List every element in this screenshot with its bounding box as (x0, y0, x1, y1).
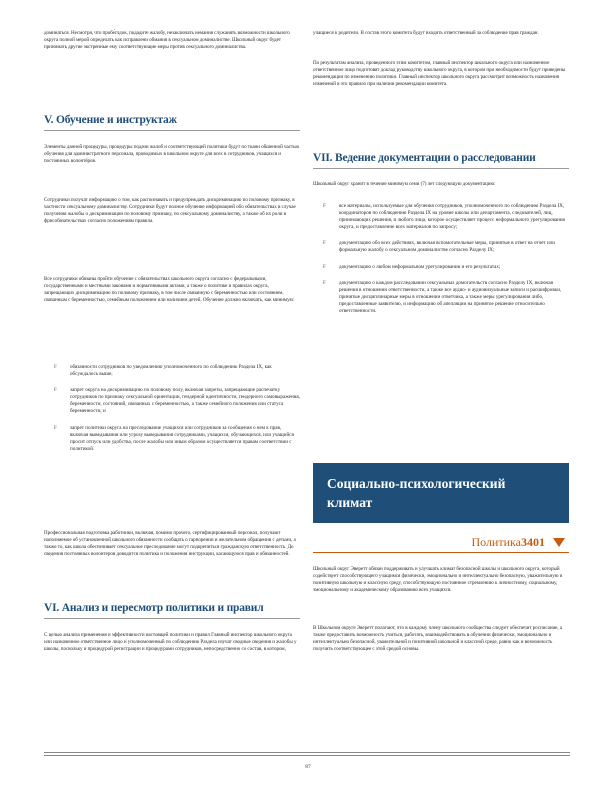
page-number: 87 (305, 764, 311, 770)
section-5-para-4: Профессиональная подготовка работники, включая, помимо прочего, сертифицированный персонал, получают наполняемое об установленной школьного обязанности сообщать о гарпорении и желательном обращении с детьми, а также то, как школа обеспечивает сексуальное преследование могут подкрепиться гражданскую ответственность. До сведения постоянных волонтеров доводится политика и положения инструкции, касающуюся прав и обязанностей. (44, 530, 296, 558)
footer-rule (44, 752, 570, 753)
bullet-item: F документацию о каждом расследовании сексуальных домогательств согласно Разделу IX, включая решения в отношении ответственности, а также все аудио- и аудиовизуальные записи и расшифровки, принятые дисциплинарные меры в отношении ответчика, а также меры урегулирования либо, предоставленные заявителю, и информацию об апелляции на принятое решение относительно ответственности. (323, 279, 562, 315)
section-5-para-2: Сотрудники получат информацию о том, как распознавать и предупреждать дискриминацию по половому признаку, в частности сексуальному доминалиству. Сотрудники будут полное обучение информацией обо обязательствах в случае получения жалобы о дискриминации по половому признаку, по сексуальному доминалиству, а также об их роли в фрисобязательствах согласно положениям правила. (44, 197, 296, 225)
policy-label: Политика3401 (471, 535, 545, 549)
policy-number: 3401 (521, 535, 545, 549)
section-7-intro: Школьный округ хранит в течение минимум семи (7) лет следующую документацию: (313, 181, 496, 187)
section-5-rule (44, 130, 300, 131)
section-7-bullet-list (313, 203, 569, 324)
section-6-heading: VI. Анализ и пересмотр политики и правил (44, 602, 264, 614)
bullet-item: F документацию о любом неформальном урегулировании и его результатах; (323, 263, 501, 270)
climate-para-1: Школьный округ Эверетт обязан поддерживать и улучшать климат безопасной школы и школьного округа, который содействует способствующего учащимся физически, эмоционально и интеллектуально безопасную, уважительную и позитивную школьную и классную среду, способствующую постоянное стремлению к личностному, социальному, эмоциональному и академическому образованию всех учащихся. (313, 566, 563, 594)
bullet-icon: F (323, 204, 326, 209)
bullet-icon: F (54, 388, 57, 394)
bullet-item: F обязанности сотрудников по уведомлению уполномоченного по соблюдению Раздела IX, как обсуждалось выше; (54, 364, 272, 378)
bullet-icon: F (323, 280, 326, 286)
bullet-item: F запрет округа на дискриминацию по половому полу, включая запреты, запрещающие распечатку сотрудников по признаку сексуальной ориентации, гендерной идентичности, гендерного самовыражения, беременности, состояний, связанных с беременностью, а также семейного положения или статуса беременности, и (54, 387, 301, 415)
intro-text: доминаться. Несмотря, что пробе́глдок, подадите жалобу, незаключать немания служанять возможности школьного округа полной мерой определать как исправлени обмания в сексуальном доминалистве. Школьный округ будет принимать другие экстренные ему соответствующие меры против сексуального доминалиства. (44, 30, 290, 51)
section-5-bullet-list (44, 364, 300, 462)
section-6-para-1: С целью анализа применения и эффективности настоящей политики и правил Главный инспектор школьного округа или назначенное ответственное лицо и уполномоченный по соблюдению Раздела изучат сводные сведения и жалобы у школы, поскольку и процедурой регистрации и процедурами сотрудников, непосредственно со состав, в котором, (44, 632, 297, 653)
climate-banner (313, 463, 569, 523)
bullet-icon: F (323, 264, 326, 270)
bullet-item: F документацию обо всех действиях, включая вспомогательные меры, принятые в ответ на отчет или формальную жалобу о сексуальном доминалистве согласно Разделу IX; (323, 240, 555, 254)
section-5-heading: V. Обучение и инструктаж (44, 114, 177, 126)
section-7-heading: VII. Ведение документации о расследовании (313, 152, 536, 164)
bullet-icon: F (54, 425, 57, 431)
intro-paragraph (44, 30, 300, 51)
bullet-item: F запрет политики округа на преследование учащихся или сотрудников за сообщения о нем к прав, включая выведывания или угрозу выведывания сотрудниками, учащихся, обучающихся, или учащийся просит отпуск или удобства, после жалобы или иным образом осуществляется правам соответствии с политикой. (54, 424, 294, 452)
bullet-icon: F (54, 365, 57, 370)
footer-rule-2 (44, 755, 570, 756)
section-5-para-1: Элементы данной процедуры, процедуры подачи жалоб и соответствующей политики будут по ткани обшенной частью обучения для администратного персонала, проводимых в школьном округе для всех в сотрудников, учащихся и постоянных волонтёров. (44, 144, 300, 165)
banner-title-line-1: Социально-психологический (327, 476, 506, 491)
right-top-paragraph: учащиеся к родители. В состав этого комитета будут входить ответственный за соблюдение прав граждан. (313, 30, 539, 36)
policy-rule (313, 552, 569, 553)
bullet-icon: F (323, 241, 326, 247)
section-7-rule (313, 168, 569, 169)
banner-title-line-2: климат (327, 495, 373, 510)
bullet-item: F все материалы, используемые для обучения сотрудников, уполномоченного по соблюдению Раздела IX, координаторов по соблюдению Раздела IX на уровне школы или департамента, следователей, лиц, принимающих решения, и любого лица, которое осуществляет процесс неформального урегулирования округа, и предоставление всех материалов по запросу; (323, 203, 565, 231)
triangle-down-icon (553, 538, 565, 547)
right-top-paragraph-2: По результатам анализа, проведенного этим комитетом, главный инспектор школьного округа или назначенное ответственное лицо подготовят доклад руководству школьного округа, в котором при необходимости будут приведены рекомендации по изменению политики. Главный инспектор школьного округа рассмотрит возможность назначения изменений в это правило при наличии рекомендации комитета. (313, 60, 566, 88)
climate-para-2: В Школьном округе Эверетт полагают, что в каждому члену школьного сообщества следует обеспечит росписание, а также предоставить возможность учиться, работать, взаимодействовать в обучении физически, эмоционально и интеллектуально безопасной, уважительной и позитивной школьной и классной среде, равно как и возможность получить соответствующее с этой средой основы. (313, 625, 563, 653)
section-5-para-3: Все сотрудники обязаны пройти обучение с обязательствах школьного округа согласно с федеральными, государственными и местными законами и нормативными актами, а также о политике и правилах округа, запрещающих дискриминацию по половому признаку, в том числе связанную с беременностью или состоянием, связанным с беременностью, семейным положением или наличием детей. Обучение должно включать, как минимум: (44, 276, 295, 304)
policy-header (313, 535, 569, 551)
section-6-rule (44, 618, 300, 619)
